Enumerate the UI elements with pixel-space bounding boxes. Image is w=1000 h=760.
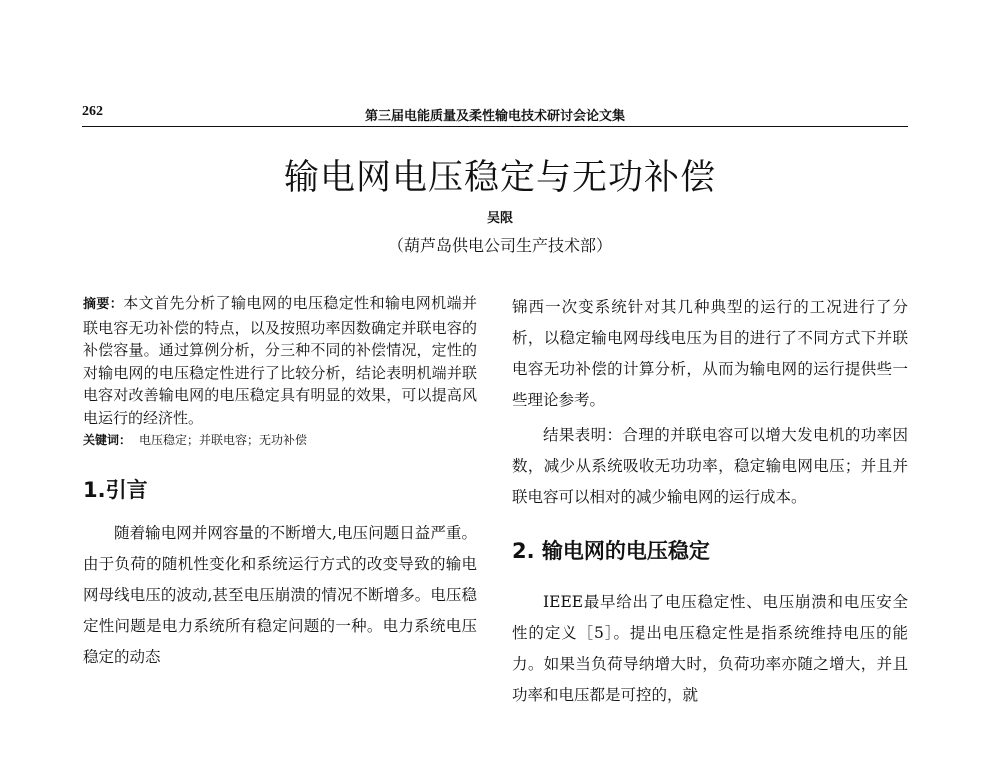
author-name: 吴限 (486, 211, 513, 226)
intro-paragraph-1: 锦西一次变系统针对其几种典型的运行的工况进行了分析，以稳定输电网母线电压为目的进行了不同方式下并联电容无功补偿的计算分析，从而为输电网的运行提供些一些理论参考。 (512, 298, 908, 409)
section-2-paragraph: IEEE最早给出了电压稳定性、电压崩溃和电压安全性的定义［5］。提出电压稳定性是指系统维持电压的能力。如果当负荷导纳增大时，负荷功率亦随之增大，并且功率和电压都是可控的，就 (512, 593, 908, 704)
intro-continuation (512, 292, 908, 513)
author-affiliation: （葫芦岛供电公司生产技术部） (387, 236, 612, 255)
keywords-label: 关键词： (83, 432, 132, 447)
abstract-label: 摘要： (83, 297, 124, 312)
section-1-body (83, 518, 477, 673)
section-2-body (512, 587, 908, 711)
abstract-text: 本文首先分析了输电网的电压稳定性和输电网机端并联电容无功补偿的特点，以及按照功率因数确定并联电容的补偿容量。通过算例分析，分三种不同的补偿情况，定性的对输电网的电压稳定性进行了比较分析，结论表明机端并联电容对改善输电网的电压稳定具有明显的效果，可以提高风电运行的经济性。 (83, 294, 477, 427)
journal-title: 第三届电能质量及柔性输电技术研讨会论文集 (364, 109, 625, 124)
running-header (82, 104, 908, 127)
keywords-text: 电压稳定；并联电容；无功补偿 (139, 432, 308, 447)
right-column (512, 292, 908, 711)
abstract (83, 292, 477, 430)
page-number: 262 (82, 104, 103, 119)
keywords (83, 431, 477, 449)
left-column (83, 292, 477, 673)
section-2-heading: 2. 输电网的电压稳定 (512, 539, 710, 563)
intro-paragraph-2: 结果表明：合理的并联电容可以增大发电机的功率因数，减少从系统吸收无功功率，稳定输电网电压；并且并联电容可以相对的减少输电网的运行成本。 (512, 426, 908, 506)
section-1-paragraph: 随着输电网并网容量的不断增大,电压问题日益严重。由于负荷的随机性变化和系统运行方式的改变导致的输电网母线电压的波动,甚至电压崩溃的情况不断增多。电压稳定性问题是电力系统所有稳定问题的一种。电力系统电压稳定的动态 (83, 523, 477, 666)
paper-title: 输电网电压稳定与无功补偿 (283, 158, 716, 198)
section-1-heading: 1.引言 (83, 477, 148, 502)
